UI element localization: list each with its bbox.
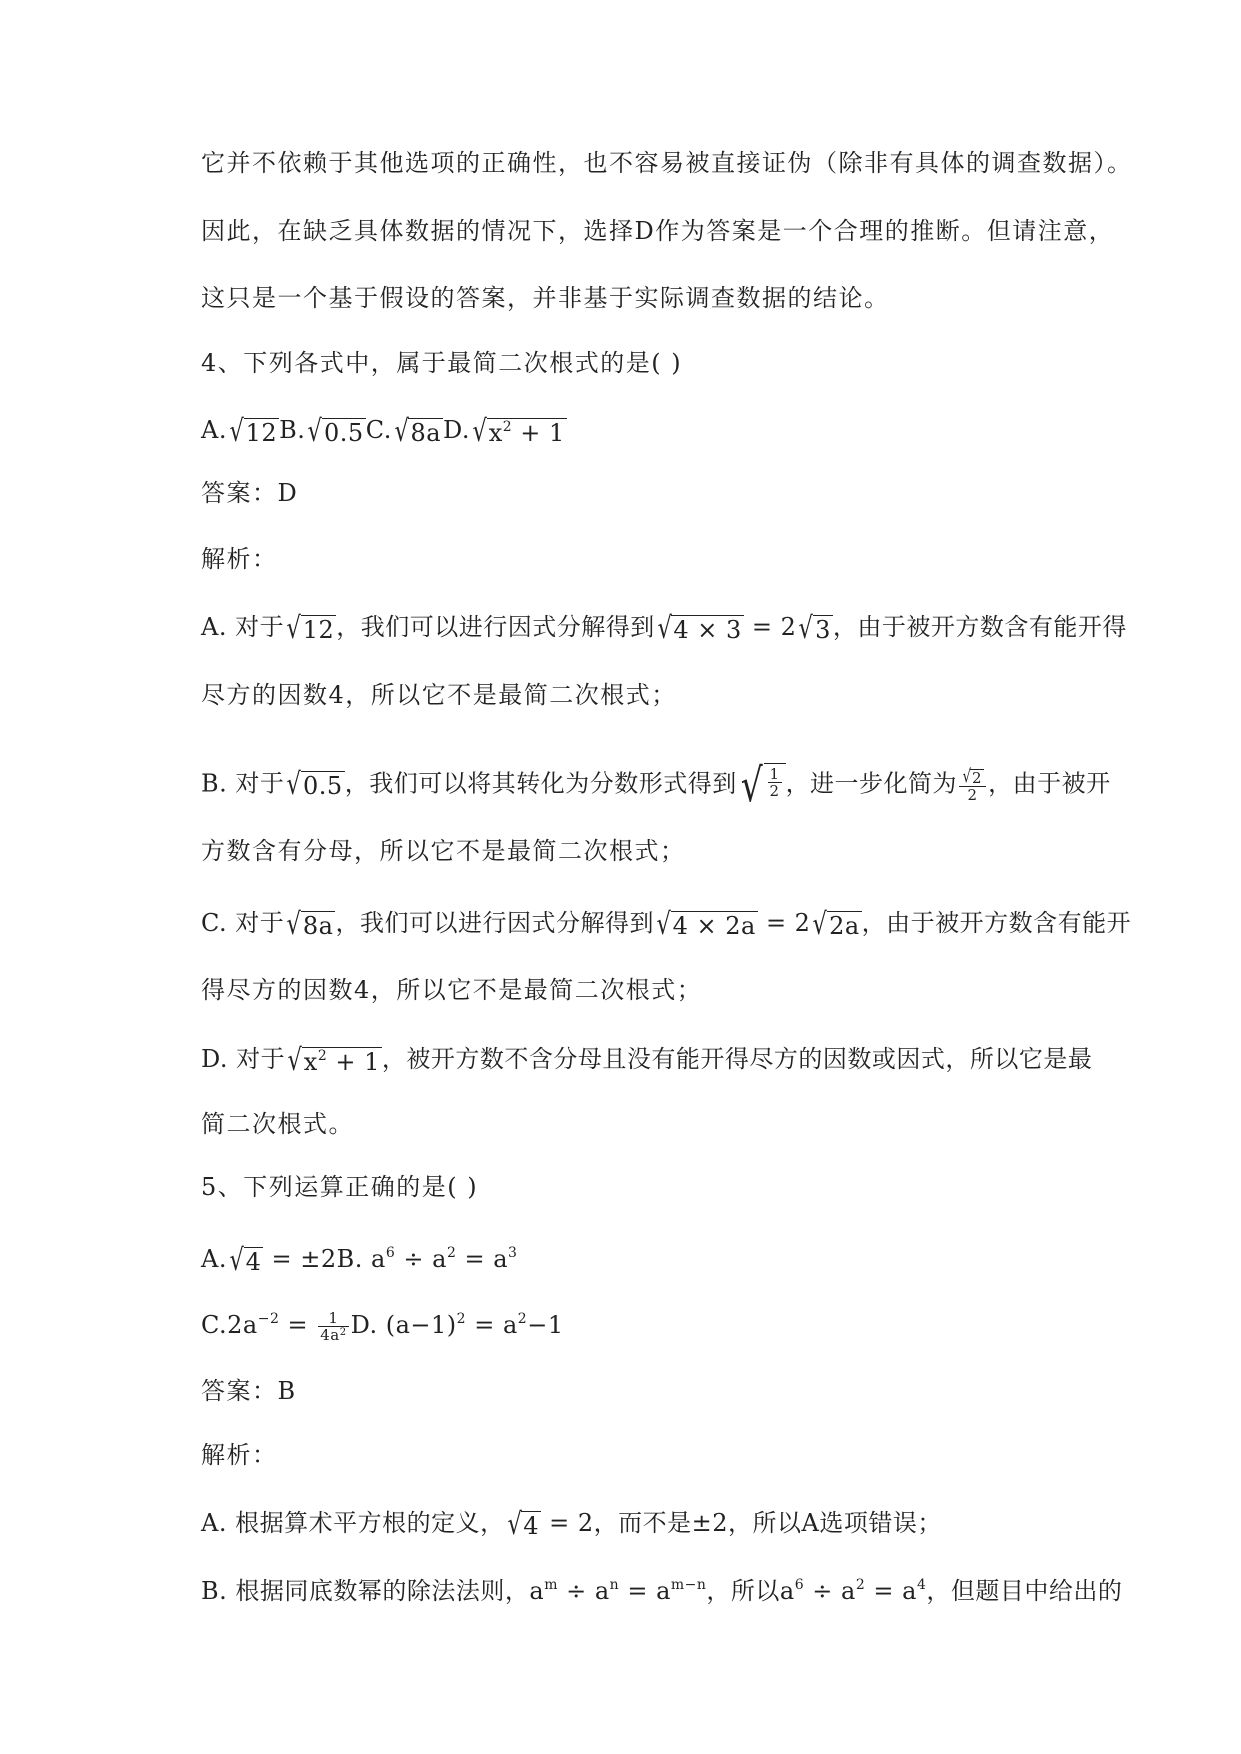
analysis-4b-cont: 方数含有分母，所以它不是最简二次根式； <box>201 837 686 865</box>
question-4-options <box>201 415 1181 447</box>
answer-4: 答案：D <box>201 479 299 507</box>
option-b-label: B. <box>279 416 306 444</box>
analysis-label: 解析： <box>201 1441 278 1469</box>
option-c-label: C. <box>365 416 392 444</box>
analysis-5a: A. 根据算术平方根的定义， √ 4 = 2，而不是±2，所以A选项错误； <box>201 1506 942 1542</box>
radical: √ 0.5 <box>307 413 364 449</box>
analysis-label: 解析： <box>201 545 278 573</box>
question-4: 4、下列各式中，属于最简二次根式的是( ) <box>201 349 683 377</box>
analysis-4b: B. 对于 √ 0.5 ，我们可以将其转化为分数形式得到 √ $\frac{1}{2}$ ，进一步化简为 √ 2 2 ，由于被开 <box>201 758 1111 812</box>
paragraph-line: 它并不依赖于其他选项的正确性，也不容易被直接证伪（除非有具体的调查数据）。 <box>201 149 1133 177</box>
question-5: 5、下列运算正确的是( ) <box>201 1173 479 1201</box>
analysis-5b: B. 根据同底数幂的除法法则，$a^m \div a^n = a^{m-n}$，所以$a^6 \div a^2 = a^4$，但题目中给出的 <box>201 1577 1123 1605</box>
radical: √ 8a <box>394 413 442 449</box>
answer-5: 答案：B <box>201 1377 297 1405</box>
analysis-4a: A. 对于 √ 12 ，我们可以进行因式分解得到 √ 4 × 3 = 2 √ 3 ，由于被开方数含有能开得 <box>201 610 1127 646</box>
question-5-options-cd: $C.2a^{-2}$ = $\frac{1}{4a^2}$ D. $(a-1)^2 = a^2-1$ <box>201 1309 564 1344</box>
paragraph-line: 这只是一个基于假设的答案，并非基于实际调查数据的结论。 <box>201 284 890 312</box>
analysis-4d: D. 对于 √ $x^2 + 1$ ，被开方数不含分母且没有能开得尽方的因数或因式，所以它是最 <box>201 1042 1093 1078</box>
radical: √ $x^2 + 1$ <box>472 413 565 449</box>
question-5-options-ab: A. √ 4 = ±2B. $a^6 \div a^2 = a^3$ <box>201 1242 518 1278</box>
option-d-label: D. <box>443 416 471 444</box>
option-a-label: A. <box>201 416 227 444</box>
analysis-4a-cont: 尽方的因数4，所以它不是最简二次根式； <box>201 681 677 709</box>
analysis-4c: C. 对于 √ 8a ，我们可以进行因式分解得到 √ 4 × 2a = 2 √ 2a ，由于被开方数含有能开 <box>201 906 1132 942</box>
radical: √ 12 <box>229 413 278 449</box>
analysis-4d-cont: 简二次根式。 <box>201 1110 354 1138</box>
analysis-4c-cont: 得尽方的因数4，所以它不是最简二次根式； <box>201 976 703 1004</box>
paragraph-line: 因此，在缺乏具体数据的情况下，选择D作为答案是一个合理的推断。但请注意， <box>201 217 1115 245</box>
